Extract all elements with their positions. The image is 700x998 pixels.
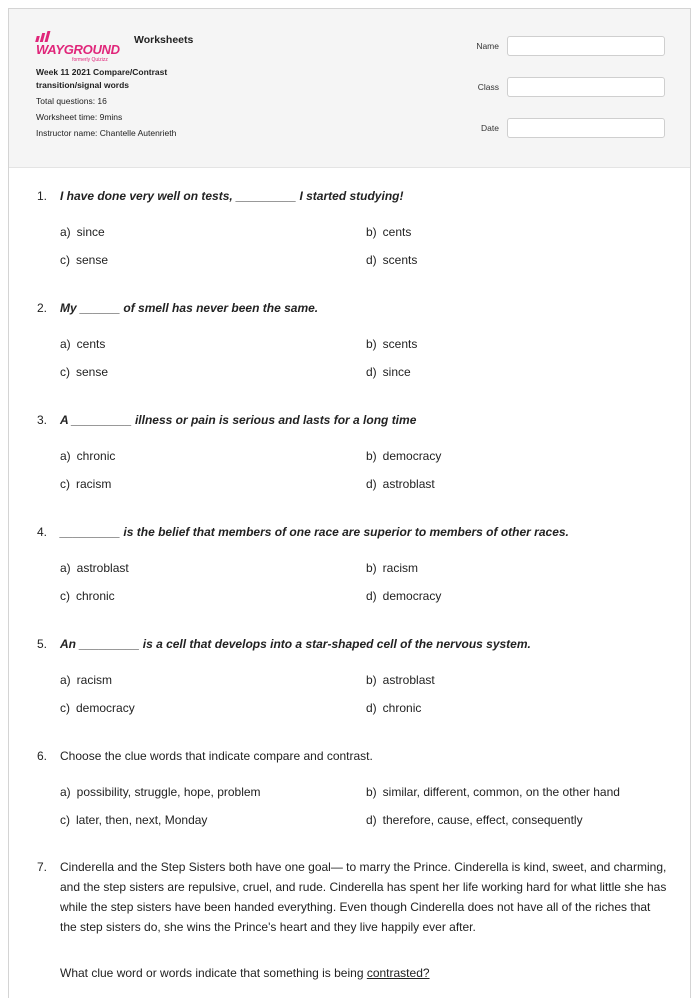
option-b: b) similar, different, common, on the other hand [366,785,620,799]
option-a: a) since [60,225,105,239]
worksheets-label: Worksheets [134,34,194,46]
class-label: Class [477,82,499,92]
option-a: a) astroblast [60,561,129,575]
option-d: d) scents [366,253,418,267]
brand [36,30,193,63]
option-c: c) democracy [60,701,135,715]
worksheet-time: Worksheet time: 9mins [36,112,123,122]
option-d: d) therefore, cause, effect, consequently [366,813,583,827]
class-field [449,77,665,97]
logo-text: WAYGROUND [36,42,120,57]
logo-bars-icon [36,31,50,42]
question-text: _________ is the belief that members of one race are superior to members of other races. [60,525,569,539]
date-field [449,118,665,138]
option-b: b) racism [366,561,419,575]
question-number: 3. [37,413,48,427]
option-c: c) sense [60,253,109,267]
worksheet-title: Week 11 2021 Compare/Contrast transition/signal words [36,67,168,90]
option-b: b) astroblast [366,673,435,687]
option-a: a) chronic [60,449,116,463]
option-b: b) scents [366,337,418,351]
date-input[interactable] [507,118,665,138]
wayground-logo [36,30,128,63]
option-c: c) sense [60,365,109,379]
name-input[interactable] [507,36,665,56]
option-b: b) democracy [366,449,442,463]
instructor-name: Instructor name: Chantelle Autenrieth [36,128,177,138]
option-a: a) cents [60,337,106,351]
question-text: I have done very well on tests, _________ I started studying! [60,189,404,203]
option-d: d) chronic [366,701,422,715]
worksheet-header [9,9,690,168]
question-text: Choose the clue words that indicate compare and contrast. [60,749,373,763]
question-text: A _________ illness or pain is serious and lasts for a long time [60,413,417,427]
date-label: Date [481,123,499,133]
option-c: c) racism [60,477,112,491]
option-a: a) racism [60,673,113,687]
option-d: d) astroblast [366,477,435,491]
question-number: 6. [37,749,48,763]
option-a: a) possibility, struggle, hope, problem [60,785,261,799]
option-b: b) cents [366,225,412,239]
worksheet-meta [36,66,226,143]
question-number: 7. [37,860,48,874]
question-passage: Cinderella and the Step Sisters both have one goal— to marry the Prince. Cinderella is kind, sweet, and charming, and the step sisters are repulsive, cruel, and rude. Cinderella has spent her life working hard for what little she has while the step sisters have been handed everything. Even though Cinderella does not have all of the riches that the step sisters do, she wins the Prince's heart and they live happily ever after. [60,860,667,934]
option-d: d) since [366,365,411,379]
question-text: My ______ of smell has never been the same. [60,301,319,315]
option-c: c) chronic [60,589,115,603]
question-number: 5. [37,637,48,651]
class-input[interactable] [507,77,665,97]
option-d: d) democracy [366,589,442,603]
question-number: 4. [37,525,48,539]
option-c: c) later, then, next, Monday [60,813,208,827]
question-number: 2. [37,301,48,315]
name-field [449,36,665,56]
question-prompt: What clue word or words indicate that something is being contrasted? [60,966,430,980]
question-number: 1. [37,189,48,203]
total-questions: Total questions: 16 [36,96,107,106]
worksheet [8,8,691,998]
name-label: Name [476,41,499,51]
logo-subtitle: formerly Quizizz [72,57,108,63]
question-text: An _________ is a cell that develops into a star-shaped cell of the nervous system. [60,637,531,651]
